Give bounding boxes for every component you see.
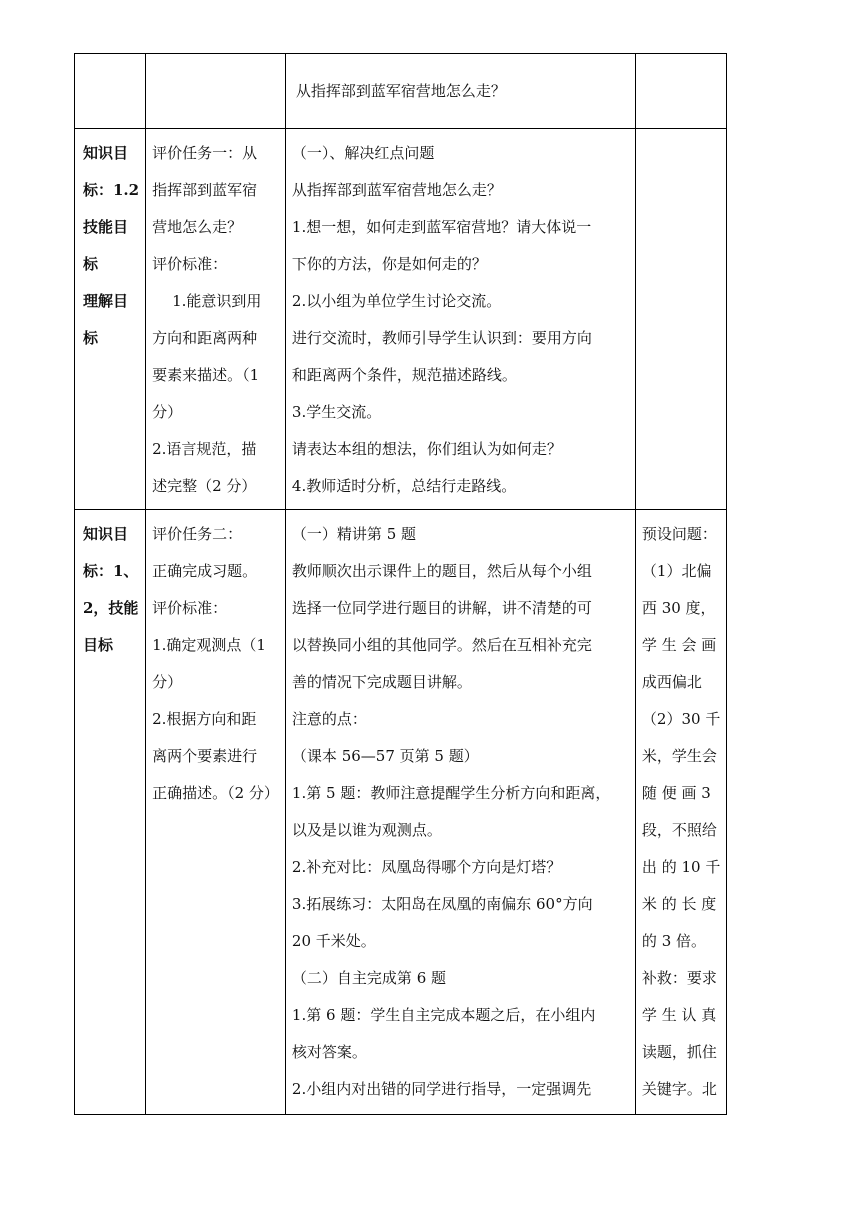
eval-line: 评价标准： xyxy=(152,599,228,617)
note-cell-2 xyxy=(635,510,726,1115)
activity-line: 2.以小组为单位学生讨论交流。 xyxy=(291,292,502,310)
note-line: 读题，抓住 xyxy=(641,1043,717,1061)
activity-line: 注意的点： xyxy=(291,710,367,728)
eval-line: 1.能意识到用 xyxy=(172,292,262,310)
lesson-plan-table xyxy=(74,53,727,1115)
table-row-header-task xyxy=(75,54,727,129)
goal-line: 理解目 xyxy=(83,292,129,310)
eval-cell-empty xyxy=(146,54,286,129)
activity-line: 下你的方法，你是如何走的？ xyxy=(291,255,487,273)
note-line: 学 生 认 真 xyxy=(641,1006,717,1024)
note-line: 预设问题： xyxy=(641,525,717,543)
activity-line: （一）、解决红点问题 xyxy=(291,144,435,162)
eval-line: 2.语言规范，描 xyxy=(152,440,257,458)
eval-cell-2 xyxy=(146,510,286,1115)
activity-line: （二）自主完成第 6 题 xyxy=(291,969,447,987)
activity-line: 选择一位同学进行题目的讲解，讲不清楚的可 xyxy=(291,599,592,617)
goal-cell-1 xyxy=(75,129,146,510)
activity-line: 4.教师适时分析，总结行走路线。 xyxy=(291,477,517,495)
activity-line: 和距离两个条件，规范描述路线。 xyxy=(291,366,517,384)
note-line: 成西偏北 xyxy=(641,673,702,691)
note-line: 补救：要求 xyxy=(641,969,717,987)
activity-cell-title xyxy=(285,54,635,129)
note-line: 出 的 10 千 xyxy=(641,858,721,876)
note-cell-empty xyxy=(635,54,726,129)
activity-line: 核对答案。 xyxy=(291,1043,367,1061)
table-row-task-two xyxy=(75,510,727,1115)
goal-line: 知识目 xyxy=(83,525,129,543)
activity-line: 以替换同小组的其他同学。然后在互相补充完 xyxy=(291,636,592,654)
activity-line: （一）精讲第 5 题 xyxy=(291,525,417,543)
eval-line: 评价任务二： xyxy=(152,525,243,543)
note-line: 关键字。北 xyxy=(641,1080,717,1098)
eval-line: 1.确定观测点（1 xyxy=(152,636,266,654)
goal-line: 2，技能 xyxy=(83,599,139,617)
note-line: （2）30 千 xyxy=(641,710,721,728)
goal-line: 知识目 xyxy=(83,144,129,162)
eval-line: 评价标准： xyxy=(152,255,228,273)
note-line: 的 3 倍。 xyxy=(641,932,707,950)
task-title: 从指挥部到蓝军宿营地怎么走？ xyxy=(295,81,506,100)
eval-line: 正确完成习题。 xyxy=(152,562,258,580)
activity-line: 从指挥部到蓝军宿营地怎么走？ xyxy=(291,181,502,199)
activity-line: 3.学生交流。 xyxy=(291,403,382,421)
eval-line: 方向和距离两种 xyxy=(152,329,258,347)
eval-line: 离两个要素进行 xyxy=(152,747,258,765)
note-cell-1 xyxy=(635,129,726,510)
goal-line: 技能目 xyxy=(83,218,129,236)
goal-line: 标：1、 xyxy=(83,562,139,580)
eval-line: 分） xyxy=(152,673,183,691)
note-line: （1）北偏 xyxy=(641,562,712,580)
activity-line: （课本 56—57 页第 5 题） xyxy=(291,747,479,765)
activity-line: 20 千米处。 xyxy=(291,932,376,950)
eval-line: 指挥部到蓝军宿 xyxy=(152,181,258,199)
activity-line: 进行交流时，教师引导学生认识到：要用方向 xyxy=(291,329,592,347)
activity-line: 3.拓展练习：太阳岛在凤凰的南偏东 60°方向 xyxy=(291,895,593,913)
eval-line: 2.根据方向和距 xyxy=(152,710,257,728)
table-row-task-one xyxy=(75,129,727,510)
activity-line: 请表达本组的想法，你们组认为如何走？ xyxy=(291,440,562,458)
eval-line: 要素来描述。（1 xyxy=(152,366,260,384)
goal-line: 标：1.2 xyxy=(83,181,140,199)
activity-line: 1.想一想，如何走到蓝军宿营地？请大体说一 xyxy=(291,218,592,236)
activity-line: 教师顺次出示课件上的题目，然后从每个小组 xyxy=(291,562,592,580)
eval-cell-1 xyxy=(146,129,286,510)
activity-line: 2.小组内对出错的同学进行指导，一定强调先 xyxy=(291,1080,592,1098)
activity-line: 1.第 6 题：学生自主完成本题之后，在小组内 xyxy=(291,1006,596,1024)
note-line: 段，不照给 xyxy=(641,821,717,839)
eval-line: 分） xyxy=(152,403,183,421)
goal-line: 目标 xyxy=(83,636,114,654)
goal-cell-empty xyxy=(75,54,146,129)
eval-line: 评价任务一：从 xyxy=(152,144,258,162)
goal-line: 标 xyxy=(83,329,99,347)
activity-cell-1 xyxy=(285,129,635,510)
activity-line: 善的情况下完成题目讲解。 xyxy=(291,673,472,691)
goal-cell-2 xyxy=(75,510,146,1115)
eval-line: 营地怎么走？ xyxy=(152,218,243,236)
note-line: 米 的 长 度 xyxy=(641,895,717,913)
goal-line: 标 xyxy=(83,255,99,273)
note-line: 西 30 度， xyxy=(641,599,716,617)
eval-line: 正确描述。（2 分） xyxy=(152,784,279,802)
activity-line: 以及是以谁为观测点。 xyxy=(291,821,442,839)
activity-line: 2.补充对比：凤凰岛得哪个方向是灯塔？ xyxy=(291,858,562,876)
note-line: 米，学生会 xyxy=(641,747,717,765)
note-line: 随 便 画 3 xyxy=(641,784,711,802)
activity-line: 1.第 5 题：教师注意提醒学生分析方向和距离， xyxy=(291,784,611,802)
note-line: 学 生 会 画 xyxy=(641,636,717,654)
activity-cell-2 xyxy=(285,510,635,1115)
eval-line: 述完整（2 分） xyxy=(152,477,257,495)
